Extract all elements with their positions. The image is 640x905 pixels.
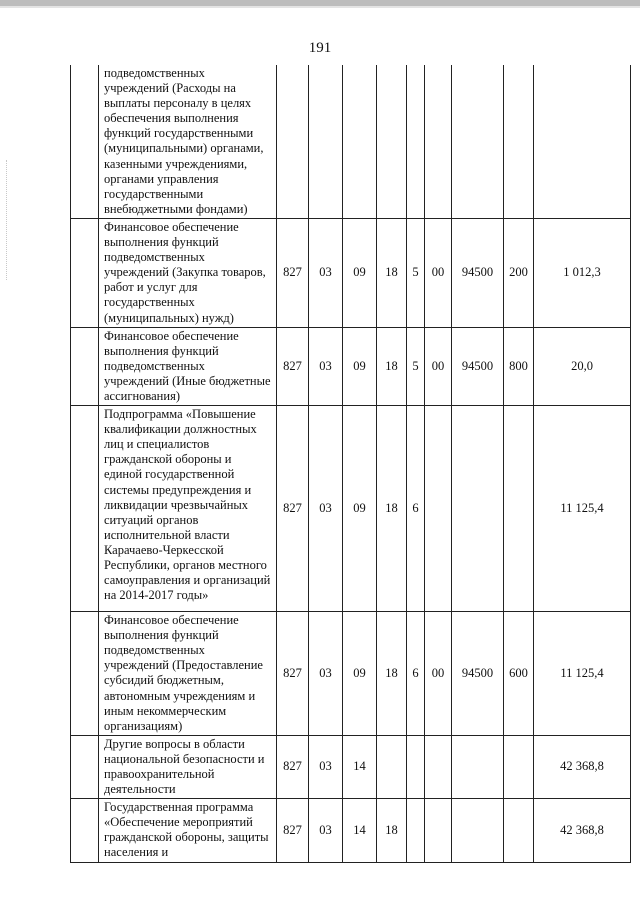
page-number: 191	[308, 40, 332, 56]
table-row	[71, 799, 631, 862]
p3-cell	[425, 799, 452, 862]
pr-cell: 14	[343, 735, 377, 798]
row-number-cell	[71, 735, 99, 798]
rz-cell: 03	[309, 327, 343, 405]
row-number-cell	[71, 612, 99, 736]
p1-cell: 18	[377, 406, 407, 612]
ved-cell	[277, 65, 309, 218]
ved-cell: 827	[277, 406, 309, 612]
p4-cell	[452, 65, 504, 218]
row-number-cell	[71, 218, 99, 327]
sum-cell: 11 125,4	[534, 612, 631, 736]
row-number-cell	[71, 799, 99, 862]
rz-cell: 03	[309, 735, 343, 798]
p4-cell	[452, 735, 504, 798]
sum-cell	[534, 65, 631, 218]
scan-top-edge-shadow	[0, 6, 640, 8]
rz-cell: 03	[309, 612, 343, 736]
p3-cell: 00	[425, 218, 452, 327]
p4-cell	[452, 406, 504, 612]
rz-cell: 03	[309, 799, 343, 862]
p1-cell	[377, 735, 407, 798]
sum-cell: 11 125,4	[534, 406, 631, 612]
ved-cell: 827	[277, 218, 309, 327]
budget-table	[70, 65, 631, 863]
sum-cell: 42 368,8	[534, 799, 631, 862]
sum-cell: 1 012,3	[534, 218, 631, 327]
row-number-cell	[71, 406, 99, 612]
vr-cell: 200	[504, 218, 534, 327]
p3-cell	[425, 65, 452, 218]
vr-cell	[504, 406, 534, 612]
ved-cell: 827	[277, 327, 309, 405]
item-name-cell: подведомственных учреждений (Расходы на выплаты персоналу в целях обеспечения выполнения функций государственными (муниципальными) органами, казенными учреждениями, органами управления государственными внебюджетными фондами)	[99, 65, 277, 218]
vr-cell: 600	[504, 612, 534, 736]
budget-table-body	[71, 65, 631, 862]
rz-cell: 03	[309, 218, 343, 327]
p1-cell: 18	[377, 218, 407, 327]
p1-cell	[377, 65, 407, 218]
p4-cell: 94500	[452, 218, 504, 327]
rz-cell: 03	[309, 406, 343, 612]
rz-cell	[309, 65, 343, 218]
p3-cell: 00	[425, 327, 452, 405]
sum-cell: 42 368,8	[534, 735, 631, 798]
p1-cell: 18	[377, 799, 407, 862]
pr-cell: 09	[343, 327, 377, 405]
p1-cell: 18	[377, 327, 407, 405]
pr-cell: 09	[343, 406, 377, 612]
table-row	[71, 735, 631, 798]
p2-cell: 5	[407, 218, 425, 327]
p2-cell	[407, 799, 425, 862]
p3-cell	[425, 406, 452, 612]
p2-cell: 6	[407, 406, 425, 612]
vr-cell	[504, 799, 534, 862]
item-name-cell: Государственная программа «Обеспечение мероприятий гражданской обороны, защиты населения и	[99, 799, 277, 862]
item-name-cell: Другие вопросы в области национальной безопасности и правоохранительной деятельности	[99, 735, 277, 798]
vr-cell: 800	[504, 327, 534, 405]
sum-cell: 20,0	[534, 327, 631, 405]
p2-cell	[407, 65, 425, 218]
vr-cell	[504, 735, 534, 798]
p3-cell	[425, 735, 452, 798]
item-name-cell: Подпрограмма «Повышение квалификации должностных лиц и специалистов гражданской обороны и единой государственной системы предупреждения и ликвидации чрезвычайных ситуаций органов исполнительной власти Карачаево-Черкесской Республики, органов местного самоуправления и организаций на 2014-2017 годы»	[99, 406, 277, 612]
p3-cell: 00	[425, 612, 452, 736]
row-number-cell	[71, 65, 99, 218]
p2-cell	[407, 735, 425, 798]
table-row	[71, 65, 631, 218]
p2-cell: 6	[407, 612, 425, 736]
p4-cell: 94500	[452, 612, 504, 736]
pr-cell: 14	[343, 799, 377, 862]
row-number-cell	[71, 327, 99, 405]
item-name-cell: Финансовое обеспечение выполнения функций подведомственных учреждений (Закупка товаров, работ и услуг для государственных (муниципальных) нужд)	[99, 218, 277, 327]
item-name-cell: Финансовое обеспечение выполнения функций подведомственных учреждений (Предоставление субсидий бюджетным, автономным учреждениям и иным некоммерческим организациям)	[99, 612, 277, 736]
table-row	[71, 612, 631, 736]
p1-cell: 18	[377, 612, 407, 736]
vr-cell	[504, 65, 534, 218]
pr-cell: 09	[343, 612, 377, 736]
pr-cell	[343, 65, 377, 218]
item-name-cell: Финансовое обеспечение выполнения функций подведомственных учреждений (Иные бюджетные ассигнования)	[99, 327, 277, 405]
table-row	[71, 327, 631, 405]
p2-cell: 5	[407, 327, 425, 405]
p4-cell: 94500	[452, 327, 504, 405]
ved-cell: 827	[277, 612, 309, 736]
table-row	[71, 406, 631, 612]
scan-margin-marks	[6, 160, 13, 280]
table-row	[71, 218, 631, 327]
p4-cell	[452, 799, 504, 862]
ved-cell: 827	[277, 799, 309, 862]
pr-cell: 09	[343, 218, 377, 327]
ved-cell: 827	[277, 735, 309, 798]
